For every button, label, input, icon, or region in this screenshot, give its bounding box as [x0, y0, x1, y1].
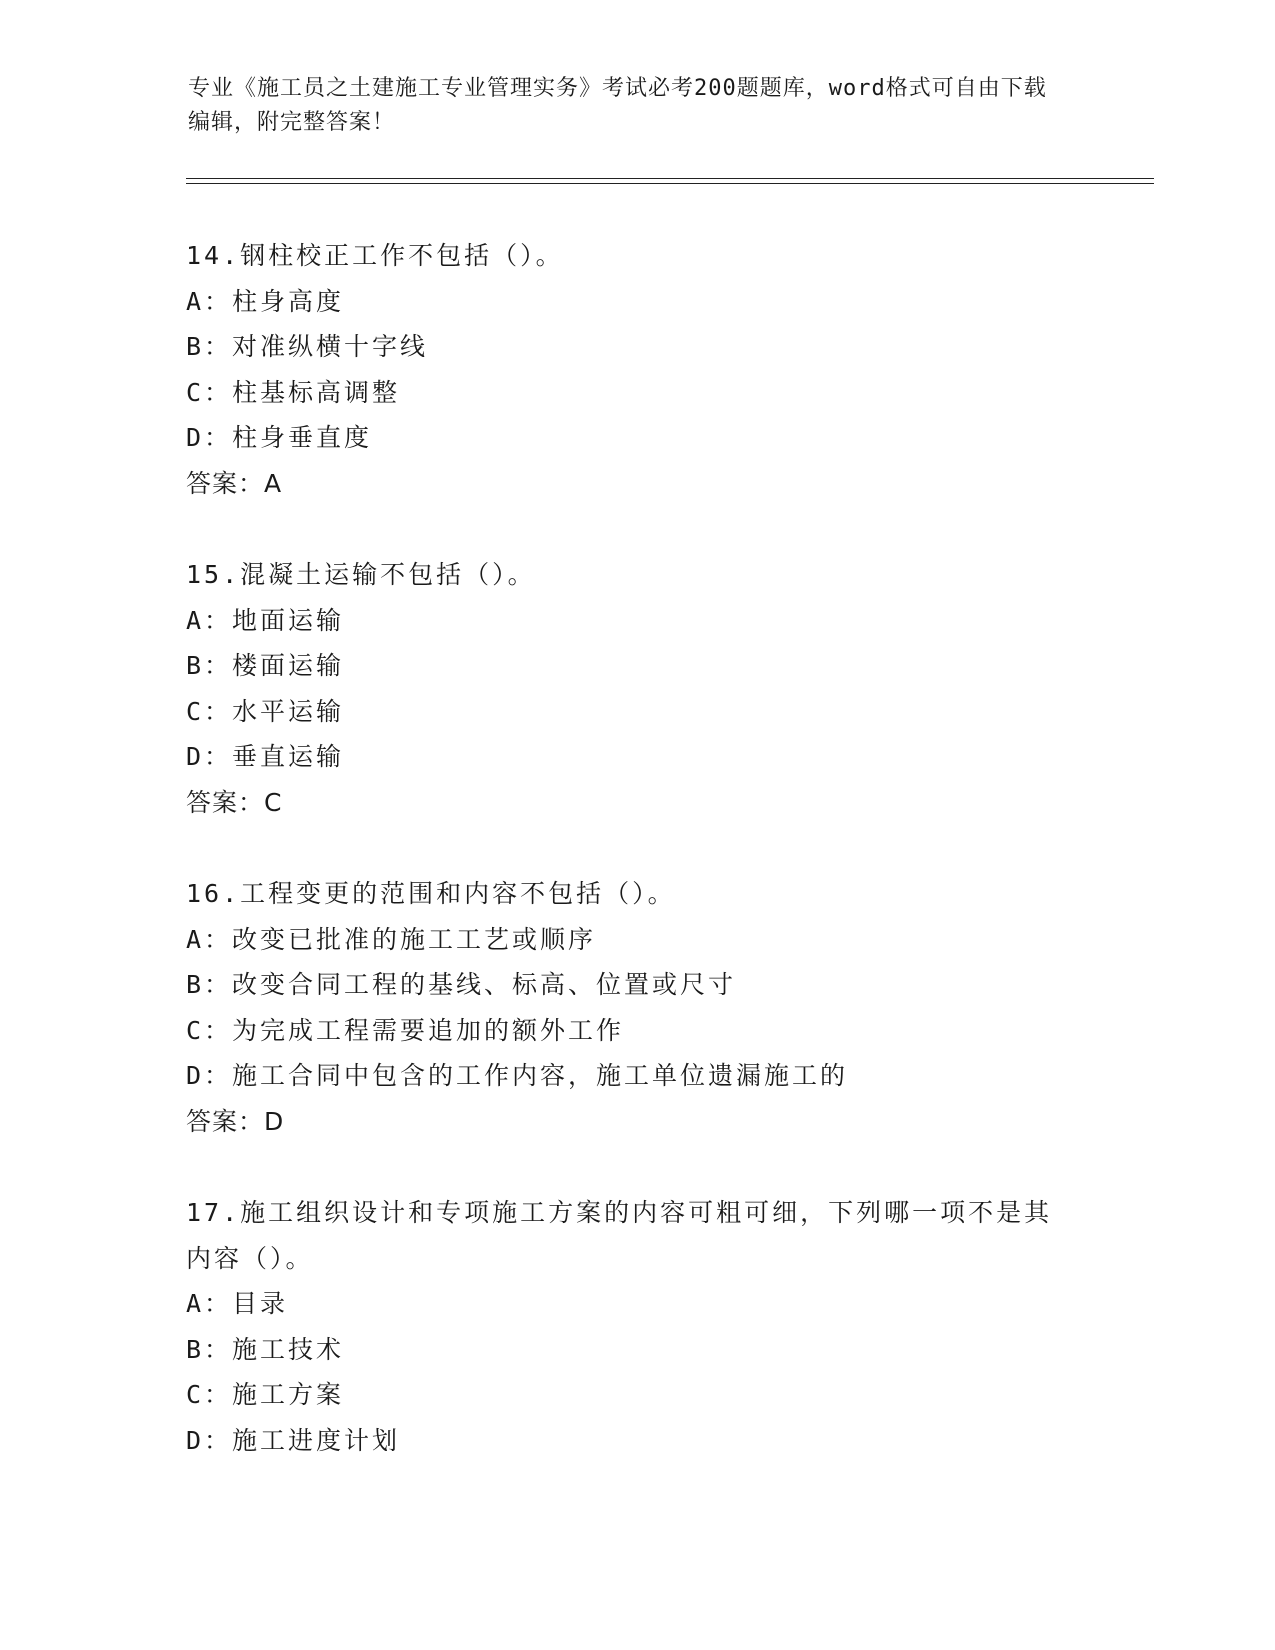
answer: 答案：C — [186, 787, 283, 817]
question-stem: 16.工程变更的范围和内容不包括（）。 — [186, 879, 676, 908]
question-17 — [186, 1190, 1086, 1463]
option-d: D：施工进度计划 — [186, 1425, 401, 1455]
option-d: D：施工合同中包含的工作内容，施工单位遗漏施工的 — [186, 1061, 849, 1090]
option-c: C：施工方案 — [186, 1380, 345, 1409]
option-a: A：地面运输 — [186, 605, 345, 635]
question-stem: 14.钢柱校正工作不包括（）。 — [186, 241, 564, 270]
answer: 答案：D — [186, 1106, 285, 1136]
option-b: B：对准纵横十字线 — [186, 332, 429, 361]
question-stem: 15.混凝土运输不包括（）。 — [186, 560, 536, 589]
question-15 — [186, 552, 1086, 825]
option-c: C：柱基标高调整 — [186, 377, 401, 407]
option-c: C：水平运输 — [186, 696, 345, 726]
question-16 — [186, 871, 1086, 1144]
header-rule-top — [186, 178, 1154, 179]
option-d: D：柱身垂直度 — [186, 423, 373, 452]
answer: 答案：A — [186, 468, 283, 498]
question-14 — [186, 233, 1086, 506]
option-a: A：改变已批准的施工工艺或顺序 — [186, 924, 597, 954]
option-a: A：柱身高度 — [186, 286, 345, 316]
document-header: 专业《施工员之土建施工专业管理实务》考试必考200题题库，word格式可自由下载编辑，附完整答案！ — [188, 76, 1047, 135]
option-b: B：楼面运输 — [186, 651, 345, 680]
header-rule-bottom — [186, 183, 1154, 184]
option-b: B：改变合同工程的基线、标高、位置或尺寸 — [186, 970, 737, 999]
option-d: D：垂直运输 — [186, 742, 345, 771]
option-c: C：为完成工程需要追加的额外工作 — [186, 1015, 625, 1045]
option-a: A：目录 — [186, 1289, 289, 1318]
question-stem: 17.施工组织设计和专项施工方案的内容可粗可细，下列哪一项不是其内容（）。 — [186, 1198, 1053, 1273]
option-b: B：施工技术 — [186, 1334, 345, 1364]
